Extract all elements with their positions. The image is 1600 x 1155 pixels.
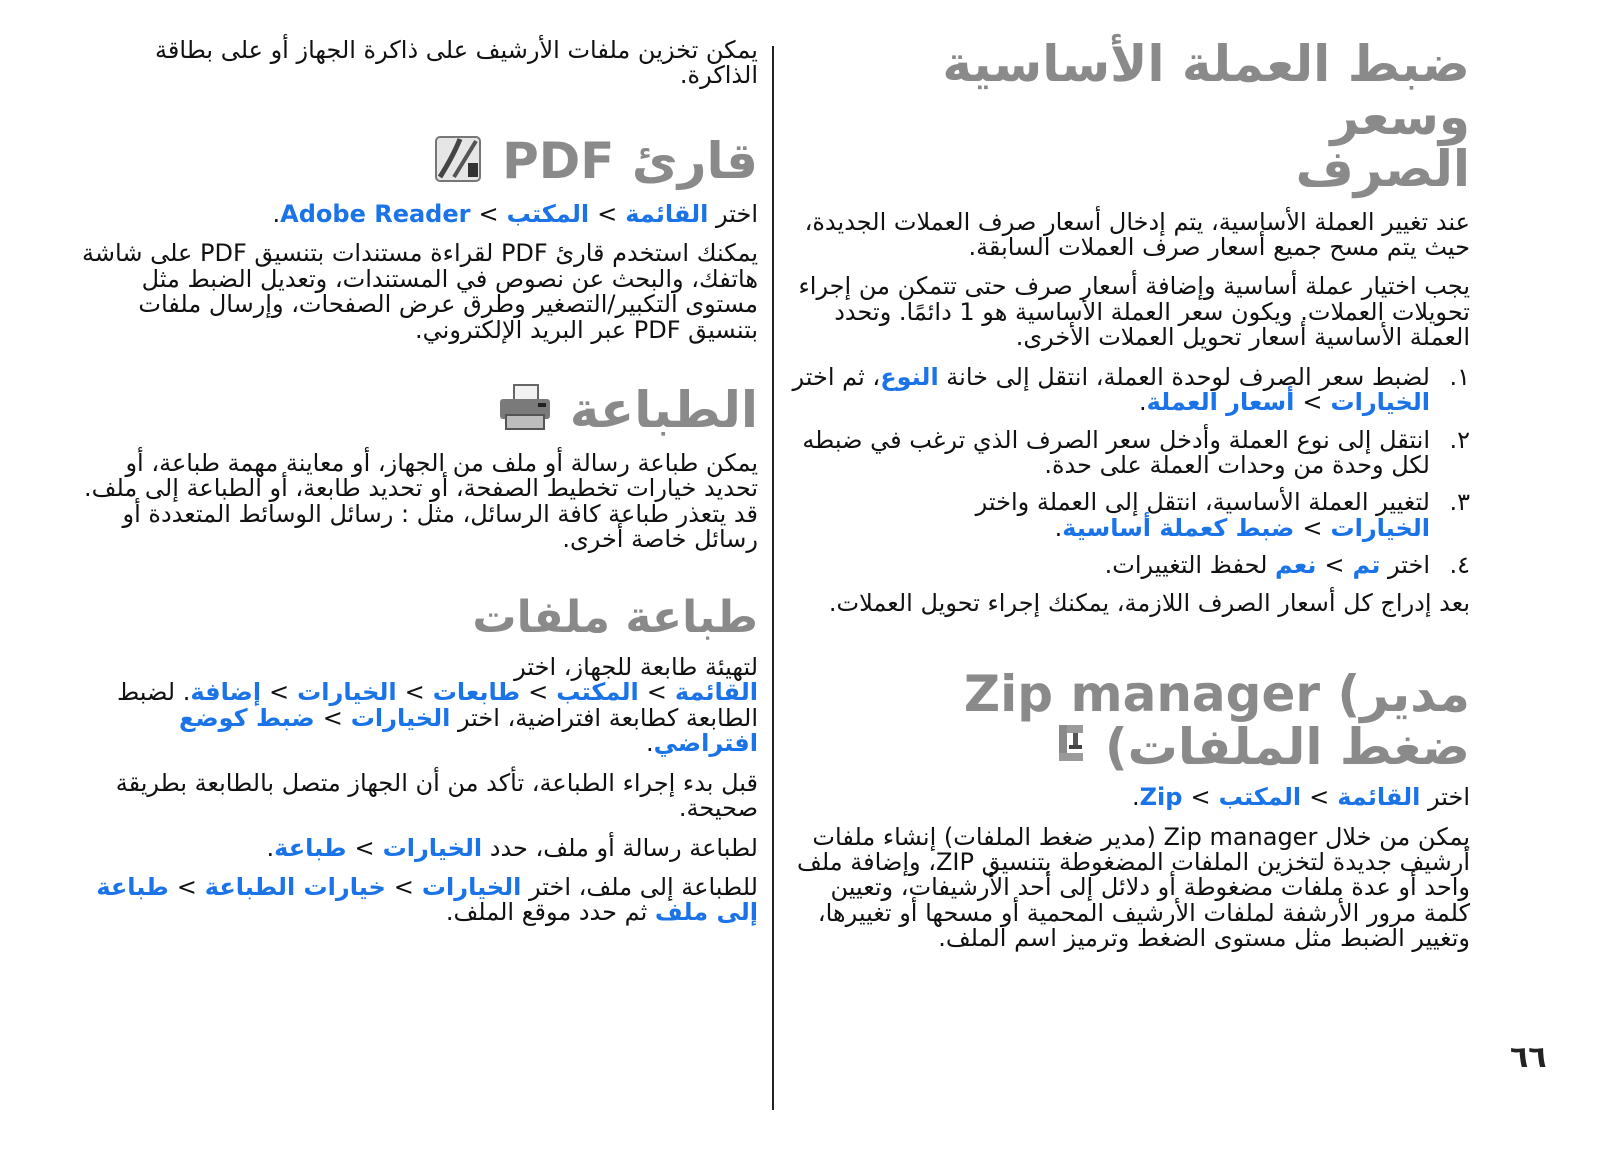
step-text: اختر bbox=[1380, 551, 1430, 580]
separator: > bbox=[404, 678, 425, 707]
key-options[interactable]: الخيارات bbox=[350, 703, 451, 732]
key-print-to-file[interactable]: طباعة إلى ملف bbox=[96, 873, 758, 927]
printer-icon bbox=[496, 383, 554, 437]
key-office[interactable]: المكتب bbox=[506, 199, 590, 228]
separator: > bbox=[597, 199, 618, 228]
key-menu[interactable]: القائمة bbox=[1337, 783, 1421, 812]
separator: > bbox=[1302, 388, 1323, 417]
zip-section-title bbox=[790, 665, 1470, 777]
separator: > bbox=[1302, 513, 1323, 542]
step-text: لتغيير العملة الأساسية، انتقل إلى العملة واختر bbox=[975, 488, 1430, 517]
para-text: لتهيئة طابعة للجهاز، اختر bbox=[514, 652, 758, 681]
currency-para-3: بعد إدراج كل أسعار الصرف اللازمة، يمكنك إجراء تحويل العملات. bbox=[828, 588, 1470, 617]
zip-clamp-icon bbox=[1055, 721, 1089, 775]
pdf-section-title: قارئ PDF bbox=[502, 131, 758, 190]
currency-section bbox=[790, 35, 1470, 617]
step-number: ٤. bbox=[1449, 551, 1470, 580]
step-text: لضبط سعر الصرف لوحدة العملة، انتقل إلى خانة bbox=[938, 362, 1430, 391]
printing-section bbox=[78, 380, 758, 554]
para-text: للطباعة إلى ملف، اختر bbox=[521, 873, 758, 902]
pdf-section bbox=[78, 131, 758, 343]
key-options[interactable]: الخيارات bbox=[1330, 388, 1430, 417]
print-files-title: طباعة ملفات bbox=[472, 591, 758, 643]
zip-section bbox=[790, 665, 1470, 953]
right-column bbox=[790, 35, 1470, 953]
punct: . bbox=[272, 199, 281, 228]
step-text: لحفظ التغييرات. bbox=[1104, 551, 1276, 580]
pdf-para: يمكنك استخدم قارئ PDF لقراءة مستندات بتنسيق PDF على شاشة هاتفك، والبحث عن نصوص في المستندات، وتعديل الضبط مثل مستوى التكبير/التصغير وطرق عرض الصفحات، وإرسال ملفات بتنسيق PDF عبر البريد الإلكتروني. bbox=[82, 239, 758, 344]
separator: > bbox=[1324, 551, 1345, 580]
currency-step-4 bbox=[790, 551, 1470, 580]
left-column bbox=[78, 38, 758, 926]
key-options[interactable]: الخيارات bbox=[421, 873, 522, 902]
column-divider bbox=[772, 46, 774, 1110]
separator: > bbox=[269, 678, 290, 707]
currency-para-1: عند تغيير العملة الأساسية، يتم إدخال أسعار صرف العملات الجديدة، حيث يتم مسح جميع أسعار صرف العملات السابقة. bbox=[804, 207, 1470, 261]
currency-title-line1: ضبط العملة الأساسية وسعر bbox=[942, 35, 1470, 146]
separator: > bbox=[1190, 783, 1211, 812]
currency-steps bbox=[790, 362, 1470, 580]
separator: > bbox=[1309, 783, 1330, 812]
print-files-para-4 bbox=[78, 875, 758, 926]
key-yes[interactable]: نعم bbox=[1275, 551, 1317, 580]
key-office[interactable]: المكتب bbox=[556, 678, 639, 707]
key-print[interactable]: طباعة bbox=[274, 833, 347, 862]
nav-prefix: اختر bbox=[1420, 783, 1470, 812]
archive-intro: يمكن تخزين ملفات الأرشيف على ذاكرة الجهاز أو على بطاقة الذاكرة. bbox=[155, 36, 758, 90]
print-files-para-2: قبل بدء إجراء الطباعة، تأكد من أن الجهاز متصل بالطابعة بطريقة صحيحة. bbox=[115, 768, 758, 823]
step-text: ، ثم اختر bbox=[792, 362, 881, 391]
separator: > bbox=[528, 678, 549, 707]
currency-title-line2: الصرف bbox=[1295, 140, 1470, 198]
key-menu[interactable]: القائمة bbox=[674, 678, 758, 707]
step-number: ٣. bbox=[1449, 488, 1470, 517]
zip-para: يمكن من خلال Zip manager (مدير ضغط الملفات) إنشاء ملفات أرشيف جديدة لتخزين الملفات المضغوطة بتنسيق ZIP، وإضافة ملف واحد أو عدة ملفات مضغوطة أو دلائل إلى أحد الأرشيفات، وتعيين كلمة مرور الأرشفة لملفات الأرشيف المحمية أو مسحها أو تغييرها، وتغيير الضبط مثل مستوى الضغط وترميز اسم الملف. bbox=[797, 822, 1470, 953]
pdf-reader-icon bbox=[430, 131, 486, 191]
key-office[interactable]: المكتب bbox=[1218, 783, 1302, 812]
printing-title-row bbox=[78, 380, 758, 439]
key-options[interactable]: الخيارات bbox=[382, 833, 483, 862]
pdf-nav-path bbox=[78, 201, 758, 227]
separator: > bbox=[176, 873, 197, 902]
separator: > bbox=[354, 833, 375, 862]
para-text: . لضبط الطابعة كطابعة افتراضية، اختر bbox=[116, 678, 758, 732]
print-files-para-1 bbox=[78, 652, 758, 758]
separator: > bbox=[478, 199, 499, 228]
currency-step-2 bbox=[790, 425, 1470, 479]
printing-section-title: الطباعة bbox=[569, 380, 758, 439]
key-set-base-currency[interactable]: ضبط كعملة أساسية bbox=[1062, 513, 1295, 542]
key-adobe-reader[interactable]: Adobe Reader bbox=[280, 199, 471, 228]
key-menu[interactable]: القائمة bbox=[625, 199, 709, 228]
key-set-as-default[interactable]: ضبط كوضع افتراضي bbox=[179, 703, 758, 758]
key-type[interactable]: النوع bbox=[880, 362, 939, 391]
print-files-para-3 bbox=[78, 833, 758, 862]
punct: . bbox=[266, 833, 275, 862]
key-options[interactable]: الخيارات bbox=[1330, 513, 1430, 542]
printing-para: يمكن طباعة رسالة أو ملف من الجهاز، أو معاينة مهمة طباعة، أو تحديد خيارات تخطيط الصفحة، أو تحديد طابعة، أو الطباعة إلى ملف. قد يتعذر طباعة كافة الرسائل، مثل : رسائل الوسائط المتعددة أو رسائل خاصة أخرى. bbox=[83, 449, 758, 554]
print-files-section bbox=[78, 591, 758, 927]
punct: . bbox=[1132, 783, 1140, 812]
step-number: ١. bbox=[1449, 362, 1470, 391]
separator: > bbox=[322, 703, 343, 732]
key-currency-rates[interactable]: أسعار العملة bbox=[1146, 388, 1295, 417]
punct: . bbox=[1054, 513, 1063, 542]
separator: > bbox=[393, 873, 414, 902]
key-add[interactable]: إضافة bbox=[190, 678, 262, 707]
nav-prefix: اختر bbox=[708, 199, 758, 228]
currency-para-2: يجب اختيار عملة أساسية وإضافة أسعار صرف حتى تتمكن من إجراء تحويلات العملات. ويكون سعر العملة الأساسية هو 1 دائمًا. وتحدد العملة الأساسية أسعار تحويل العملات الأخرى. bbox=[798, 272, 1470, 352]
punct: . bbox=[1138, 388, 1147, 417]
page-number: ٦٦ bbox=[1510, 1040, 1547, 1075]
pdf-title-row bbox=[78, 131, 758, 191]
key-options[interactable]: الخيارات bbox=[297, 678, 397, 707]
para-text: لطباعة رسالة أو ملف، حدد bbox=[482, 833, 758, 862]
para-text: ثم حدد موقع الملف. bbox=[445, 898, 655, 927]
key-zip[interactable]: Zip bbox=[1139, 783, 1183, 812]
punct: . bbox=[645, 729, 654, 758]
step-text: انتقل إلى نوع العملة وأدخل سعر الصرف الذي ترغب في ضبطه لكل وحدة من وحدات العملة على حدة. bbox=[802, 425, 1430, 479]
currency-step-3 bbox=[790, 488, 1470, 542]
zip-nav-path bbox=[790, 784, 1470, 810]
key-printers[interactable]: طابعات bbox=[432, 678, 521, 707]
key-done[interactable]: تم bbox=[1352, 551, 1381, 580]
step-number: ٢. bbox=[1449, 425, 1470, 454]
currency-section-title bbox=[790, 35, 1470, 198]
currency-step-1 bbox=[790, 362, 1470, 417]
key-print-options[interactable]: خيارات الطباعة bbox=[204, 873, 386, 902]
zip-title-line2: ضغط الملفات) bbox=[1104, 718, 1470, 777]
separator: > bbox=[646, 678, 667, 707]
zip-title-line1: Zip manager (مدير bbox=[963, 665, 1470, 724]
